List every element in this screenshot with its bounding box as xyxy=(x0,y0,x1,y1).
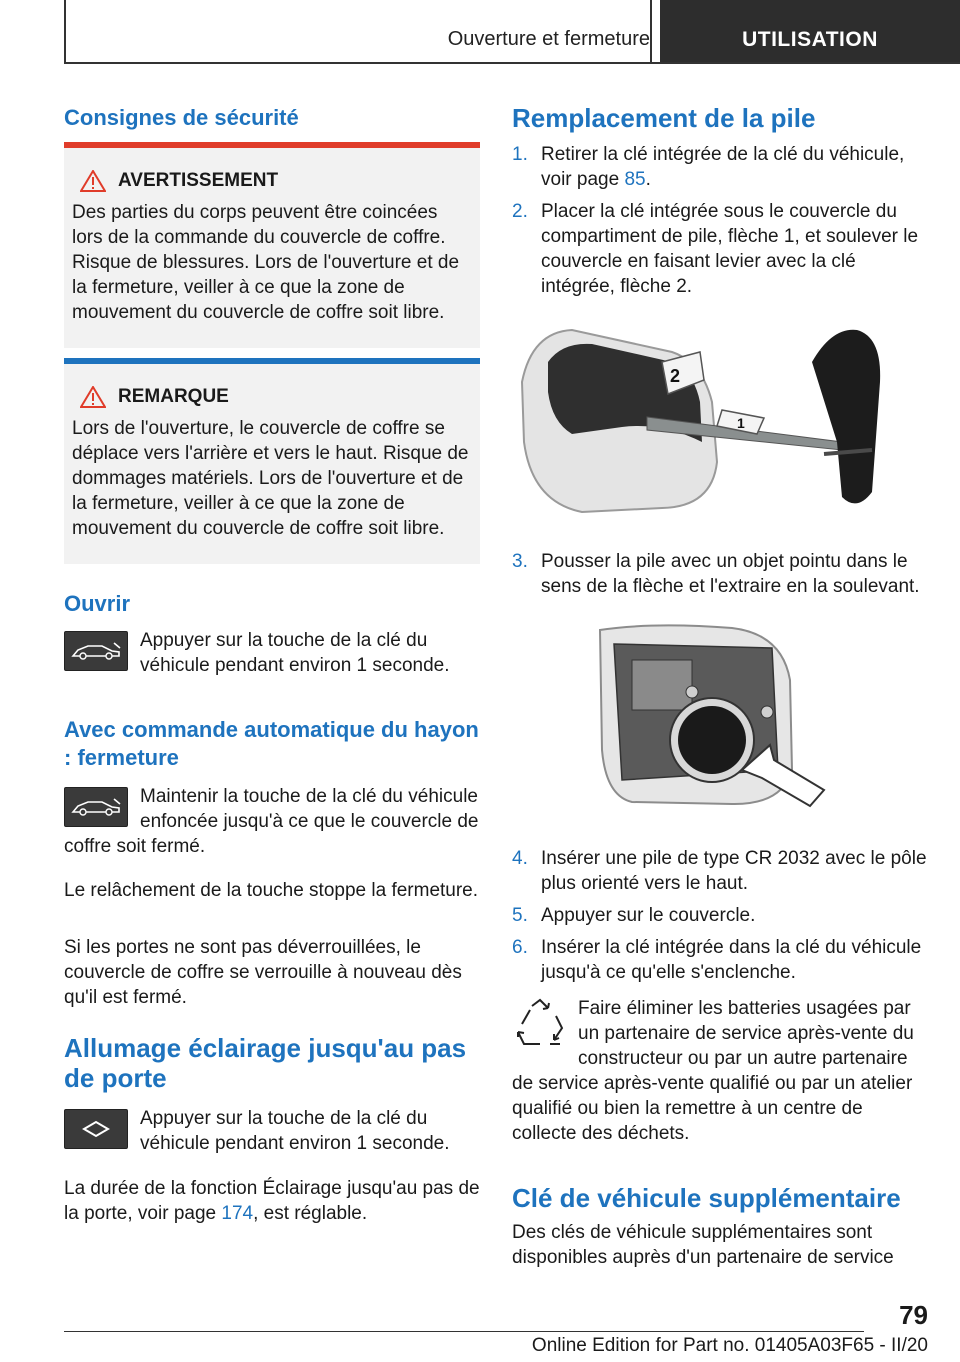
step-6 xyxy=(512,935,928,985)
duration-text xyxy=(64,1176,480,1226)
note-title-row xyxy=(80,386,472,408)
battery-heading: Remplacement de la pile xyxy=(512,103,816,133)
open-text: Appuyer sur la touche de la clé du véhicule pendant environ 1 seconde. xyxy=(140,630,450,676)
step-number: 4. xyxy=(512,848,528,869)
step-1-text: Retirer la clé intégrée de la clé du véhicule, voir page xyxy=(541,144,905,190)
duration-text-part: La durée de la fonction Éclairage jusqu'au pas de la porte, voir page xyxy=(64,1178,480,1224)
light-text: Appuyer sur la touche de la clé du véhicule pendant environ 1 seconde. xyxy=(140,1108,450,1154)
trunk-button-icon xyxy=(64,787,128,827)
light-button-icon xyxy=(64,1109,128,1149)
warning-triangle-icon xyxy=(80,386,106,408)
warning-triangle-icon xyxy=(80,170,106,192)
recycle-icon xyxy=(512,996,568,1052)
step-5 xyxy=(512,903,928,928)
note-box xyxy=(64,358,480,564)
step-text: Insérer une pile de type CR 2032 avec le pôle plus orienté vers le haut. xyxy=(541,848,927,894)
step-number: 3. xyxy=(512,551,528,572)
trunk-button-icon xyxy=(64,631,128,671)
header-section-title: Ouverture et fermeture xyxy=(447,28,650,50)
steps-1-2 xyxy=(512,142,928,299)
arrow-label-1: 1 xyxy=(737,415,745,431)
open-instruction xyxy=(64,628,480,678)
step-number: 2. xyxy=(512,201,528,222)
step-text xyxy=(541,142,928,192)
step-text: Placer la clé intégrée sous le couvercle du compartiment de pile, flèche 1, et soulever le couvercle en faisant levier avec la clé intégrée, flèche 2. xyxy=(541,201,919,297)
warning-box xyxy=(64,142,480,348)
step-number: 1. xyxy=(512,144,528,165)
page-number: 79 xyxy=(899,1300,928,1330)
light-heading: Allumage éclairage jusqu'au pas de porte xyxy=(64,1033,467,1093)
open-heading: Ouvrir xyxy=(64,591,131,616)
warning-title-row xyxy=(80,170,472,192)
note-title: REMARQUE xyxy=(118,386,229,407)
key-removal-illustration xyxy=(512,322,928,518)
warning-title: AVERTISSEMENT xyxy=(118,170,279,191)
page-link-174[interactable]: 174 xyxy=(221,1203,254,1224)
auto-close-instruction xyxy=(64,784,480,859)
extra-key-heading: Clé de véhicule supplémentaire xyxy=(512,1183,901,1213)
header-divider xyxy=(650,0,652,64)
recycle-text: Faire éliminer les batteries usagées par un partenaire de service après-vente du constructeur ou par un autre partenaire de service après-vente qualifié ou par un atelier qualifié ou bien la remettre à un centre de collecte des déchets. xyxy=(512,998,914,1144)
arrow-label-2: 2 xyxy=(670,366,681,386)
step-number: 6. xyxy=(512,937,528,958)
edition-note: Online Edition for Part no. 01405A03F65 - II/20 xyxy=(531,1335,928,1356)
step-1-end: . xyxy=(645,169,651,190)
page-header xyxy=(64,0,960,64)
auto-close-heading: Avec commande automatique du hayon : fermeture xyxy=(64,717,479,770)
header-chapter-tab: UTILISATION xyxy=(660,0,960,62)
light-instruction xyxy=(64,1106,480,1156)
lock-text: Si les portes ne sont pas déverrouillées, le couvercle de coffre se verrouille à nouveau dès qu'il est fermé. xyxy=(64,937,462,1008)
step-2 xyxy=(512,199,928,299)
battery-removal-illustration xyxy=(592,620,842,810)
steps-4-6 xyxy=(512,846,928,985)
extra-key-text: Des clés de véhicule supplémentaires sont disponibles auprès d'un partenaire de service xyxy=(512,1222,894,1268)
step-number: 5. xyxy=(512,905,528,926)
step-1 xyxy=(512,142,928,192)
step-text: Appuyer sur le couvercle. xyxy=(541,905,756,926)
footer-rule xyxy=(64,1331,864,1332)
safety-heading: Consignes de sécurité xyxy=(64,105,299,130)
release-text: Le relâchement de la touche stoppe la fermeture. xyxy=(64,880,479,901)
step-4 xyxy=(512,846,928,896)
warning-text: Des parties du corps peuvent être coincées lors de la commande du couvercle de coffre. Risque de blessures. Lors de l'ouverture et de la fermeture, veiller à ce que la zone de mouvement du couvercle de coffre soit libre. xyxy=(72,202,460,323)
step-3 xyxy=(512,549,928,599)
auto-close-text: Maintenir la touche de la clé du véhicule enfoncée jusqu'à ce que le couvercle de coffre soit fermé. xyxy=(64,786,479,857)
step-text: Pousser la pile avec un objet pointu dans le sens de la flèche et l'extraire en la soulevant. xyxy=(541,551,920,597)
recycle-note xyxy=(512,996,928,1146)
step-text: Insérer la clé intégrée dans la clé du véhicule jusqu'à ce qu'elle s'enclenche. xyxy=(541,937,922,983)
note-text: Lors de l'ouverture, le couvercle de coffre se déplace vers l'arrière et vers le haut. Risque de dommages matériels. Lors de l'ouverture et de la fermeture, veiller à ce que la zone de mouvement du couvercle de coffre soit libre. xyxy=(72,418,469,539)
page-link-85[interactable]: 85 xyxy=(624,169,646,190)
duration-text-end: , est réglable. xyxy=(253,1203,368,1224)
